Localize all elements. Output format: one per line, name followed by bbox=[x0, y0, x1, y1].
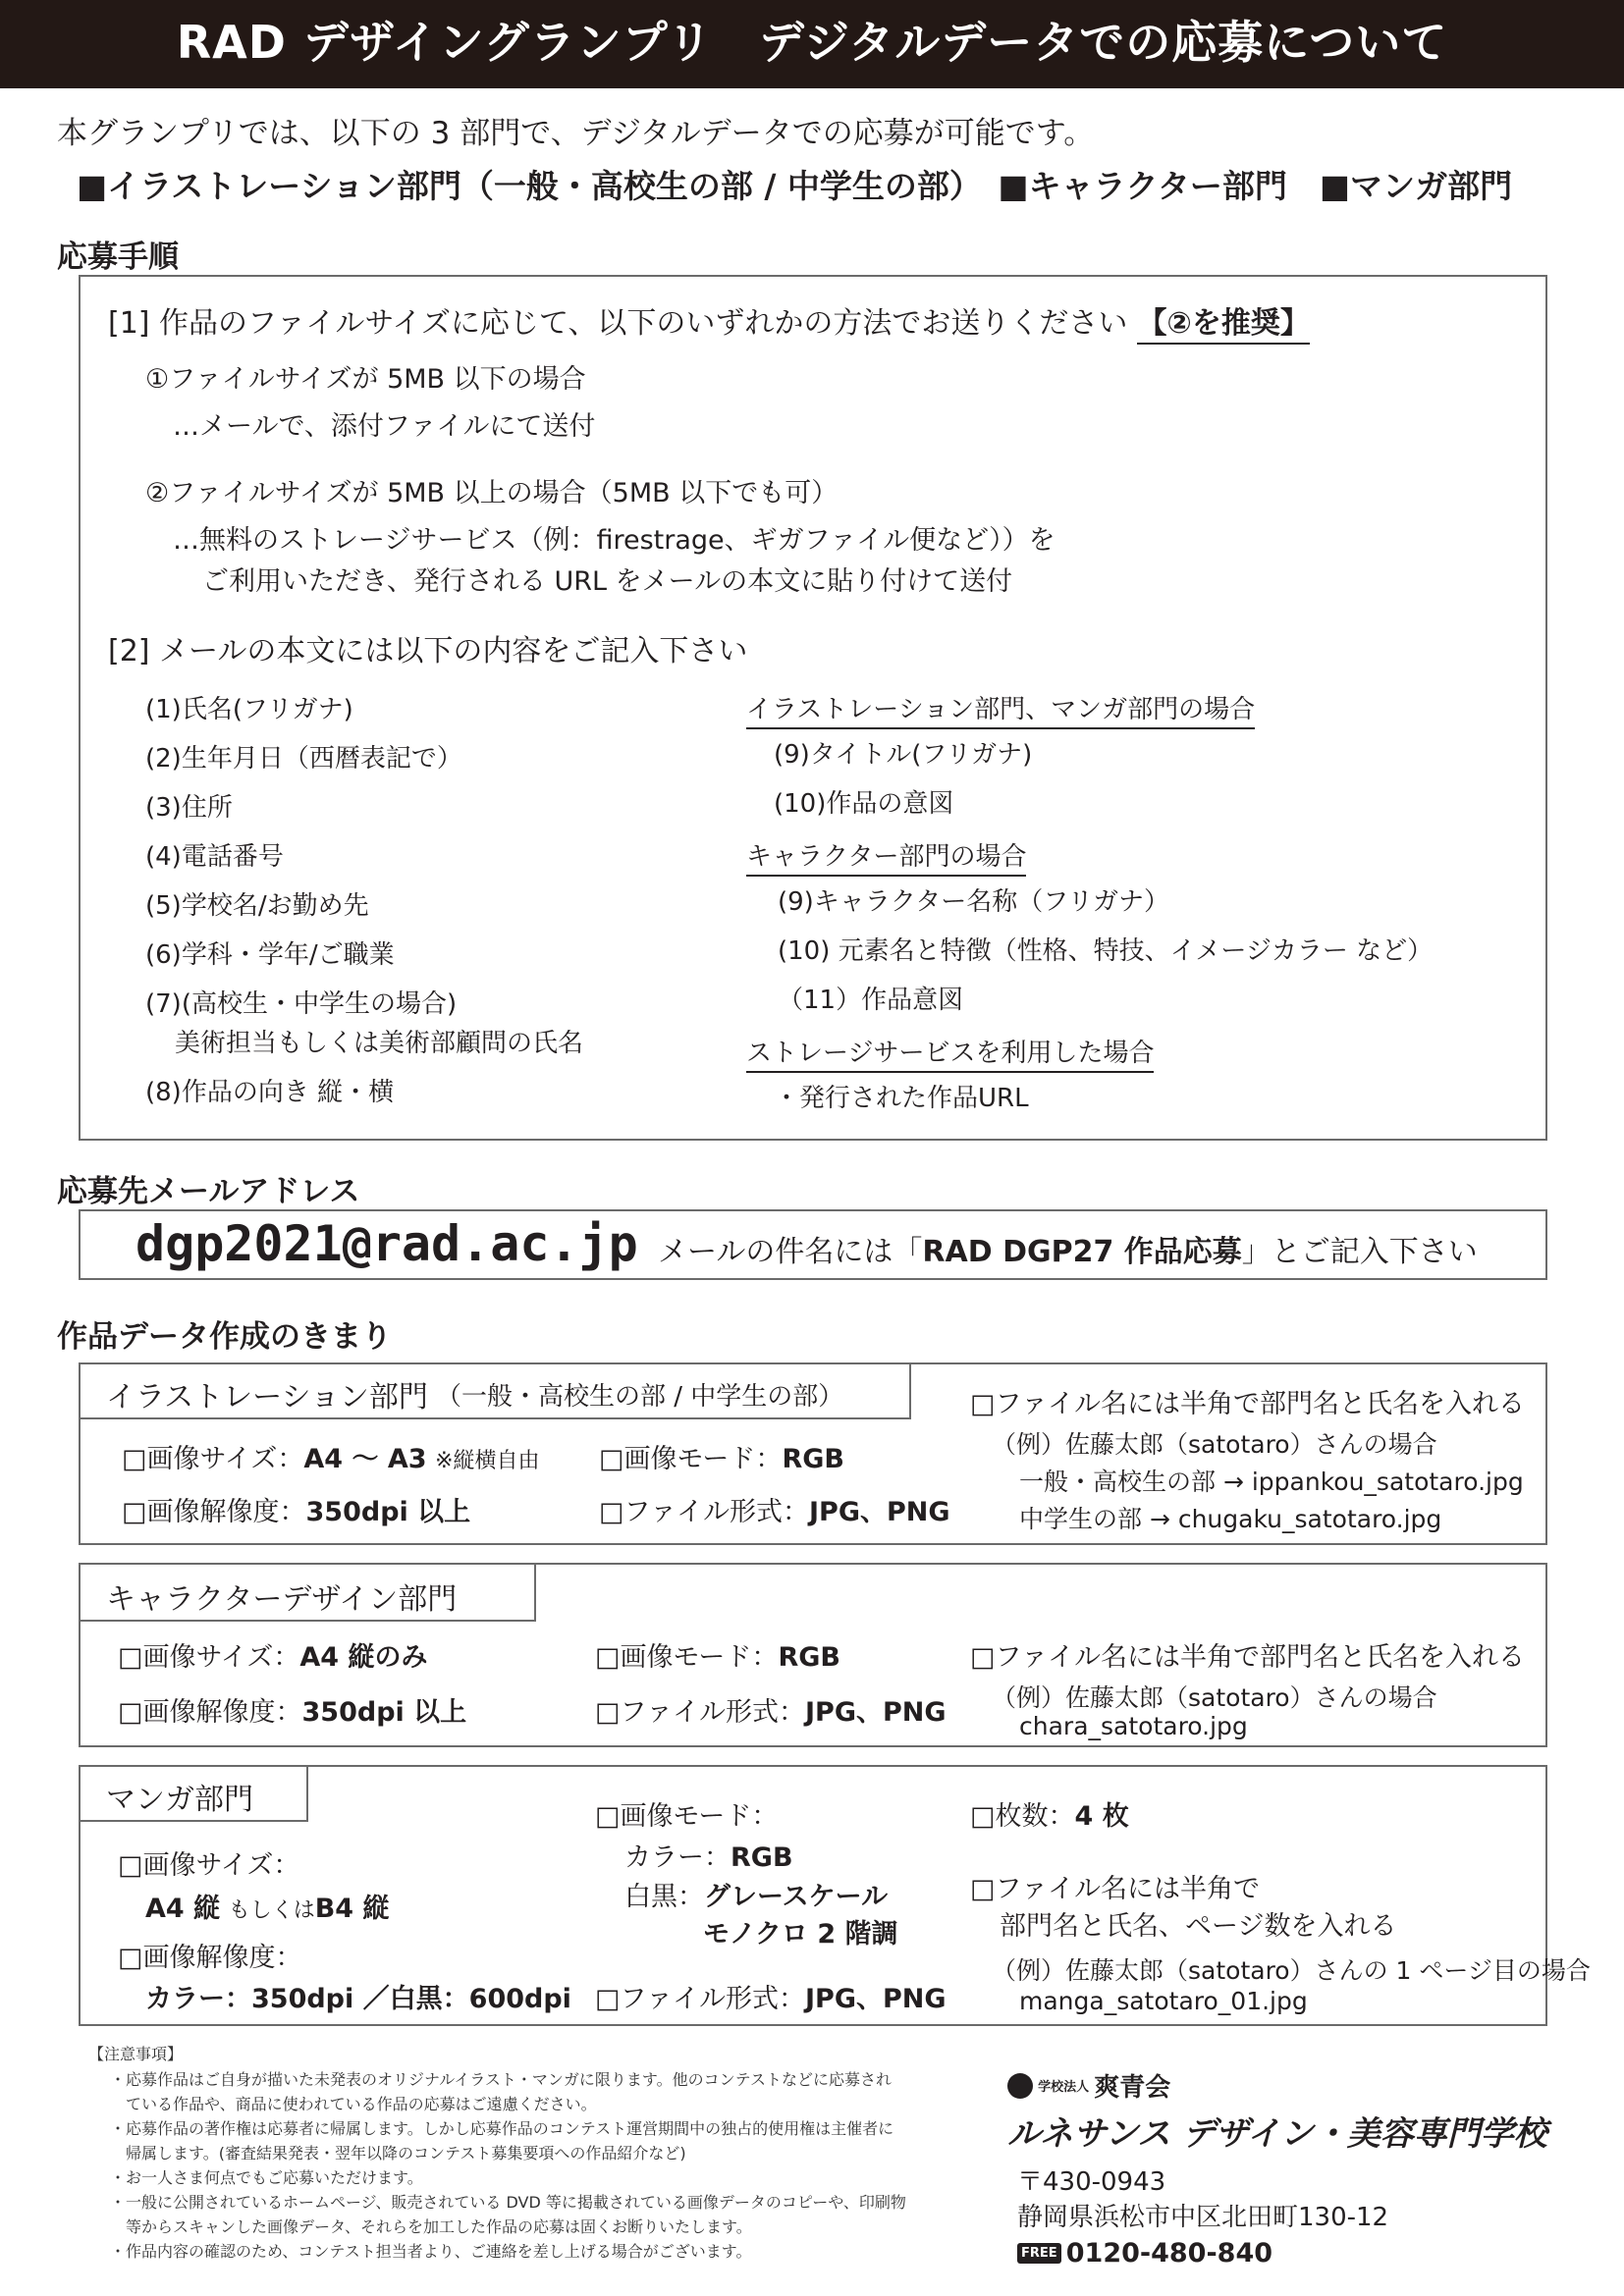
res-value: 350dpi 以上 bbox=[301, 1697, 467, 1728]
procedure-box bbox=[79, 275, 1547, 1141]
field-item: (10) 元素名と特徴（性格、特技、イメージカラー など） bbox=[778, 936, 1434, 966]
mail-title: 応募先メールアドレス bbox=[57, 1174, 360, 1209]
illust-tab bbox=[81, 1364, 911, 1419]
manga-tab bbox=[81, 1767, 308, 1822]
illust-example: （例）佐藤太郎（satotaro）さんの場合 bbox=[992, 1430, 1437, 1459]
field-item: 美術担当もしくは美術部顧問の氏名 bbox=[175, 1029, 584, 1058]
pages-label: □枚数： bbox=[970, 1801, 1075, 1832]
mode-bw-value-2: モノクロ 2 階調 bbox=[703, 1919, 898, 1949]
field-item: ・発行された作品URL bbox=[774, 1084, 1029, 1113]
mode-color-value: RGB bbox=[731, 1842, 793, 1873]
subject-pre: メールの件名には「 bbox=[658, 1235, 923, 1269]
size-b: B4 縦 bbox=[314, 1894, 390, 1924]
option1-title: ①ファイルサイズが 5MB 以下の場合 bbox=[145, 364, 586, 395]
intro-text: 本グランプリでは、以下の 3 部門で、デジタルデータでの応募が可能です。 bbox=[57, 116, 1095, 151]
subject-text: RAD DGP27 作品応募 bbox=[922, 1235, 1242, 1269]
illust-tab-title: イラストレーション部門 bbox=[106, 1380, 428, 1415]
step1-label: [1] 作品のファイルサイズに応じて、以下のいずれかの方法でお送りください bbox=[108, 306, 1128, 341]
mode-color-label: カラー： bbox=[624, 1842, 731, 1873]
illust-rules-box bbox=[79, 1362, 1547, 1545]
size-or: もしくは bbox=[228, 1898, 315, 1923]
field-item: (5)学校名/お勤め先 bbox=[145, 891, 369, 921]
field-item: (10)作品の意図 bbox=[774, 789, 954, 819]
field-item: (8)作品の向き 縦・横 bbox=[145, 1078, 395, 1107]
res-label: □画像解像度： bbox=[122, 1497, 306, 1527]
note-line: 帰属します。(審査結果発表・翌年以降のコンテスト募集要項への作品紹介など) bbox=[110, 2144, 686, 2163]
mode-label: □画像モード： bbox=[599, 1444, 783, 1474]
step1-text bbox=[108, 298, 1310, 342]
manga-size-label: □画像サイズ： bbox=[118, 1850, 300, 1881]
chara-example: （例）佐藤太郎（satotaro）さんの場合 bbox=[992, 1683, 1437, 1712]
chara-mode bbox=[595, 1635, 840, 1674]
format-value: JPG、PNG bbox=[804, 1984, 947, 2014]
field-item: （11）作品意図 bbox=[778, 986, 964, 1015]
size-note: ※縦横自由 bbox=[435, 1449, 540, 1473]
manga-filename-rule-2: 部門名と氏名、ページ数を入れる bbox=[1000, 1911, 1397, 1942]
illust-example-2: 中学生の部 → chugaku_satotaro.jpg bbox=[1019, 1505, 1442, 1533]
illust-example-1: 一般・高校生の部 → ippankou_satotaro.jpg bbox=[1019, 1468, 1524, 1496]
field-item: (2)生年月日（西暦表記で） bbox=[145, 744, 462, 774]
manga-res-value: カラー：350dpi ／白黒：600dpi bbox=[145, 1984, 571, 2014]
notes-list bbox=[110, 2067, 954, 2264]
manga-tab-title: マンガ部門 bbox=[106, 1783, 253, 1817]
note-line: ・作品内容の確認のため、コンテスト担当者より、ご連絡を差し上げる場合がございます。 bbox=[110, 2242, 752, 2261]
chara-size bbox=[118, 1635, 427, 1674]
mode-label: □画像モード： bbox=[595, 1642, 779, 1673]
chara-example-1: chara_satotaro.jpg bbox=[1019, 1712, 1248, 1740]
rules-title: 作品データ作成のきまり bbox=[57, 1319, 392, 1355]
school-postal: 〒430-0943 bbox=[1017, 2167, 1166, 2197]
field-item: (9)タイトル(フリガナ) bbox=[774, 740, 1033, 770]
manga-mode-color bbox=[624, 1836, 793, 1874]
illust-size bbox=[122, 1437, 540, 1475]
email-address[interactable]: dgp2021@rad.ac.jp bbox=[135, 1215, 638, 1272]
res-value: 350dpi 以上 bbox=[305, 1497, 471, 1527]
illust-mode bbox=[599, 1437, 844, 1475]
note-line: ・応募作品はご自身が描いた未発表のオリジナルイラスト・マンガに限ります。他のコンテストなどに応募され bbox=[110, 2070, 893, 2089]
manga-example-1: manga_satotaro_01.jpg bbox=[1019, 1987, 1308, 2015]
illust-tab-sub: （一般・高校生の部 / 中学生の部） bbox=[436, 1382, 844, 1412]
procedure-title: 応募手順 bbox=[57, 240, 179, 275]
note-line: ・お一人さま何点でもご応募いただけます。 bbox=[110, 2168, 423, 2187]
format-label: □ファイル形式： bbox=[599, 1497, 809, 1527]
size-value: A4 縦のみ bbox=[299, 1642, 428, 1673]
recommend-badge: 【②を推奨】 bbox=[1137, 306, 1309, 345]
format-label: □ファイル形式： bbox=[595, 1697, 805, 1728]
option2-title: ②ファイルサイズが 5MB 以上の場合（5MB 以下でも可） bbox=[145, 478, 839, 508]
format-value: JPG、PNG bbox=[808, 1497, 950, 1527]
field-item: (7)(高校生・中学生の場合) bbox=[145, 989, 458, 1019]
page-header: RAD デザイングランプリ デジタルデータでの応募について bbox=[0, 0, 1624, 88]
illust-filename-rule: □ファイル名には半角で部門名と氏名を入れる bbox=[970, 1389, 1525, 1419]
manga-format bbox=[595, 1977, 947, 2015]
manga-size-value bbox=[145, 1887, 389, 1925]
size-label: □画像サイズ： bbox=[118, 1642, 300, 1673]
manga-filename-rule-1: □ファイル名には半角で bbox=[970, 1874, 1260, 1904]
format-value: JPG、PNG bbox=[804, 1697, 947, 1728]
mail-subject-instruction bbox=[658, 1227, 1478, 1270]
free-dial-icon: FREE bbox=[1017, 2243, 1061, 2264]
size-a: A4 縦 bbox=[145, 1894, 221, 1924]
step2-text: [2] メールの本文には以下の内容をご記入下さい bbox=[108, 634, 748, 668]
storage-heading: ストレージサービスを利用した場合 bbox=[746, 1033, 1154, 1073]
manga-res-label: □画像解像度： bbox=[118, 1943, 302, 1973]
res-label: □画像解像度： bbox=[118, 1697, 302, 1728]
category-list: ■イラストレーション部門（一般・高校生の部 / 中学生の部） ■キャラクター部門 ■マンガ部門 bbox=[77, 167, 1513, 205]
field-item: (3)住所 bbox=[145, 793, 233, 823]
phone-number[interactable]: 0120-480-840 bbox=[1065, 2238, 1273, 2269]
school-phone bbox=[1017, 2238, 1272, 2269]
chara-filename-rule: □ファイル名には半角で部門名と氏名を入れる bbox=[970, 1642, 1525, 1673]
org-prefix: 学校法人 bbox=[1038, 2080, 1090, 2095]
format-label: □ファイル形式： bbox=[595, 1984, 805, 2014]
illust-format bbox=[599, 1490, 950, 1528]
field-item: (9)キャラクター名称（フリガナ） bbox=[778, 887, 1170, 917]
manga-rules-box bbox=[79, 1765, 1591, 2026]
manga-mode-label: □画像モード： bbox=[595, 1801, 779, 1832]
manga-pages bbox=[970, 1794, 1129, 1833]
field-item: (6)学科・学年/ご職業 bbox=[145, 940, 395, 970]
size-value: A4 ～ A3 bbox=[303, 1444, 427, 1474]
note-line: ている作品や、商品に使われている作品の応募はご遠慮ください。 bbox=[110, 2095, 597, 2113]
school-address: 静岡県浜松市中区北田町130-12 bbox=[1017, 2203, 1389, 2232]
chara-tab-title: キャラクターデザイン部門 bbox=[106, 1582, 458, 1617]
mode-bw-value-1: グレースケール bbox=[704, 1882, 889, 1912]
manga-example: （例）佐藤太郎（satotaro）さんの 1 ページ目の場合 bbox=[992, 1956, 1591, 1985]
school-name: ルネサンス デザイン・美容専門学校 bbox=[1007, 2114, 1547, 2154]
org-logo-icon bbox=[1007, 2073, 1033, 2099]
field-item: (4)電話番号 bbox=[145, 842, 284, 872]
size-label: □画像サイズ： bbox=[122, 1444, 304, 1474]
option2-detail-2: ご利用いただき、発行される URL をメールの本文に貼り付けて送付 bbox=[202, 566, 1013, 597]
mode-value: RGB bbox=[778, 1642, 840, 1673]
illust-resolution bbox=[122, 1490, 470, 1528]
subject-post: 」とご記入下さい bbox=[1241, 1235, 1478, 1269]
note-line: ・一般に公開されているホームページ、販売されている DVD 等に掲載されている画像データのコピーや、印刷物 bbox=[110, 2193, 906, 2212]
manga-mode-bw bbox=[624, 1875, 888, 1913]
chara-heading: キャラクター部門の場合 bbox=[746, 836, 1026, 877]
mode-bw-label: 白黒： bbox=[624, 1882, 704, 1912]
option2-detail-1: …無料のストレージサービス（例：firestrage、ギガファイル便など））を bbox=[173, 525, 1056, 556]
illust-manga-heading: イラストレーション部門、マンガ部門の場合 bbox=[746, 689, 1255, 729]
mode-value: RGB bbox=[782, 1444, 844, 1474]
note-line: 等からスキャンした画像データ、それらを加工した作品の応募は固くお断りいたします。 bbox=[110, 2217, 752, 2236]
school-org bbox=[1007, 2067, 1170, 2104]
chara-tab bbox=[81, 1565, 536, 1622]
field-item: (1)氏名(フリガナ) bbox=[145, 695, 353, 724]
mail-box bbox=[79, 1209, 1547, 1280]
chara-format bbox=[595, 1690, 947, 1729]
option1-detail: …メールで、添付ファイルにて送付 bbox=[173, 411, 596, 442]
pages-value: 4 枚 bbox=[1074, 1801, 1129, 1832]
chara-resolution bbox=[118, 1690, 466, 1729]
note-line: ・応募作品の著作権は応募者に帰属します。しかし応募作品のコンテスト運営期間中の独占的使用権は主催者に bbox=[110, 2119, 894, 2138]
org-name: 爽青会 bbox=[1094, 2073, 1171, 2103]
notes-title: 【注意事項】 bbox=[88, 2045, 184, 2063]
chara-rules-box bbox=[79, 1563, 1547, 1747]
